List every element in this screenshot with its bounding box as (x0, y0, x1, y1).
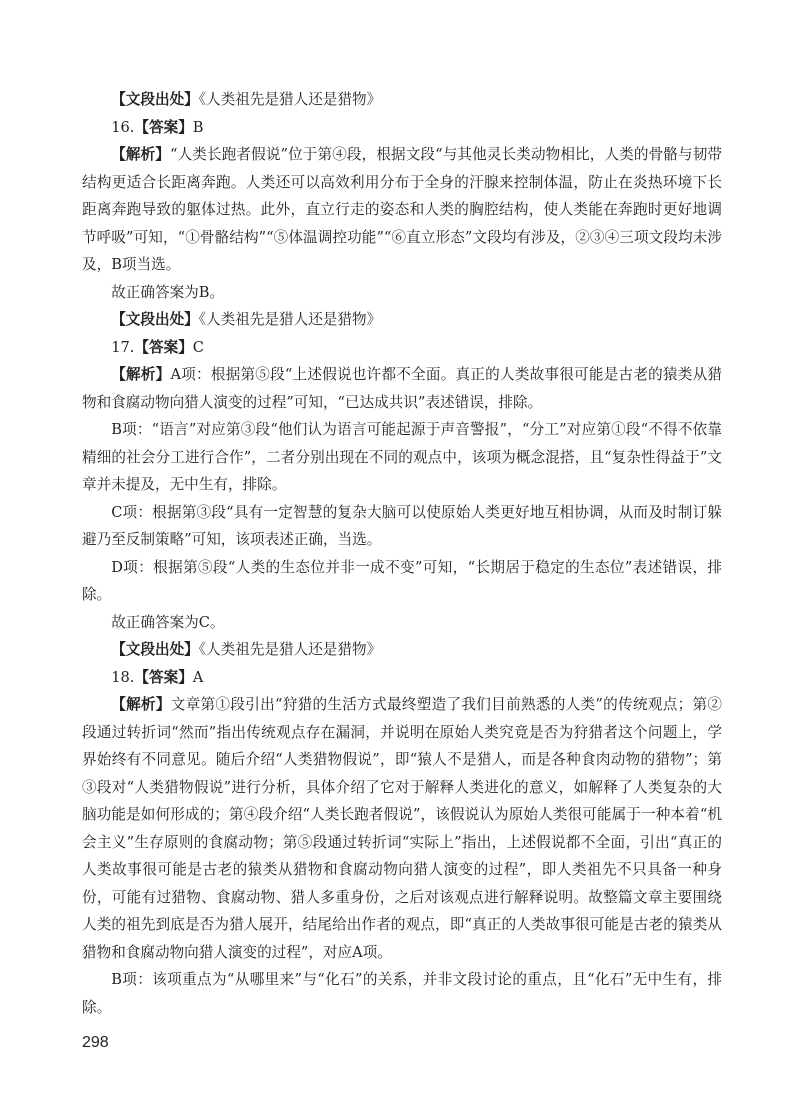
section-tag: 【解析】 (111, 366, 171, 383)
paragraph-text: B项：“语言”对应第③段“他们认为语言可能起源于声音警报”，“分工”对应第①段“不得不依靠精细的社会分工进行合作”，二者分别出现在不同的观点中，该项为概念混搭，且“复杂性得益于”文章并未提及，无中生有，排除。 (82, 421, 722, 493)
paragraph-text: B项：该项重点为“从哪里来”与“化石”的关系，并非文段讨论的重点，且“化石”无中生有，排除。 (82, 971, 722, 1016)
section-tag: 【解析】 (111, 696, 171, 713)
paragraph-text: A (192, 668, 204, 686)
paragraph-text: 《人类祖先是猎人还是猎物》 (198, 91, 382, 108)
question-number: 18. (111, 668, 135, 686)
paragraph-text: 《人类祖先是猎人还是猎物》 (198, 641, 382, 658)
section-tag: 【文段出处】 (111, 311, 199, 328)
paragraph (82, 114, 722, 142)
paragraph (82, 499, 722, 554)
paragraph (82, 966, 722, 1021)
paragraph (82, 554, 722, 609)
paragraph (82, 86, 722, 114)
paragraph-text: C (192, 338, 204, 356)
answer-tag: 【答案】 (134, 668, 193, 686)
paragraph (82, 306, 722, 334)
paragraph-text: A项：根据第⑤段“上述假说也许都不全面。真正的人类故事很可能是古老的猿类从猎物和食腐动物向猎人演变的过程”可知，“已达成共识”表述错误，排除。 (82, 366, 722, 411)
paragraph (82, 279, 722, 307)
paragraph (82, 141, 722, 279)
paragraph-text: B (192, 118, 204, 136)
paragraph-text: 故正确答案为B。 (111, 283, 225, 301)
answer-tag: 【答案】 (134, 338, 193, 356)
paragraph-text: 文章第①段引出“狩猎的生活方式最终塑造了我们目前熟悉的人类”的传统观点；第②段通过转折词“然而”指出传统观点存在漏洞，并说明在原始人类究竟是否为狩猎者这个问题上，学界始终有不同意见。随后介绍“人类猎物假说”，即“猿人不是猎人，而是各种食肉动物的猎物”；第③段对“人类猎物假说”进行分析，具体介绍了它对于解释人类进化的意义，如解释了人类复杂的大脑功能是如何形成的；第④段介绍“人类长跑者假说”，该假说认为原始人类很可能属于一种本着“机会主义”生存原则的食腐动物；第⑤段通过转折词“实际上”指出，上述假说都不全面，引出“真正的人类故事很可能是古老的猿类从猎物和食腐动物向猎人演变的过程”，即人类祖先不只具备一种身份，可能有过猎物、食腐动物、猎人多重身份，之后对该观点进行解释说明。故整篇文章主要围绕人类的祖先到底是否为猎人展开，结尾给出作者的观点，即“真正的人类故事很可能是古老的猿类从猎物和食腐动物向猎人演变的过程”，对应A项。 (82, 696, 722, 961)
paragraph (82, 416, 722, 499)
section-tag: 【文段出处】 (111, 641, 199, 658)
paragraph (82, 334, 722, 362)
paragraph-text: 故正确答案为C。 (111, 613, 225, 631)
page-number: 298 (82, 1034, 109, 1051)
paragraph (82, 636, 722, 664)
paragraph (82, 361, 722, 416)
paragraph (82, 691, 722, 966)
paragraph-text: C项：根据第③段“具有一定智慧的复杂大脑可以使原始人类更好地互相协调，从而及时制订躲避乃至反制策略”可知，该项表述正确，当选。 (82, 503, 722, 548)
question-number: 17. (111, 338, 135, 356)
paragraph (82, 609, 722, 637)
section-tag: 【文段出处】 (111, 91, 199, 108)
section-tag: 【解析】 (111, 146, 171, 163)
paragraph-text: 《人类祖先是猎人还是猎物》 (198, 311, 382, 328)
paragraph-text: D项：根据第⑤段“人类的生态位并非一成不变”可知，“长期居于稳定的生态位”表述错误，排除。 (82, 558, 722, 603)
paragraph (82, 664, 722, 692)
answer-tag: 【答案】 (134, 118, 193, 136)
paragraph-text: “人类长跑者假说”位于第④段，根据文段“与其他灵长类动物相比，人类的骨骼与韧带结构更适合长距离奔跑。人类还可以高效利用分布于全身的汗腺来控制体温，防止在炎热环境下长距离奔跑导致的躯体过热。此外，直立行走的姿态和人类的胸腔结构，使人类能在奔跑时更好地调节呼吸”可知，“①骨骼结构”“⑤体温调控功能”“⑥直立形态”文段均有涉及，②③④三项文段均未涉及，B项当选。 (82, 146, 722, 273)
question-number: 16. (111, 118, 135, 136)
document-body (82, 86, 722, 1021)
